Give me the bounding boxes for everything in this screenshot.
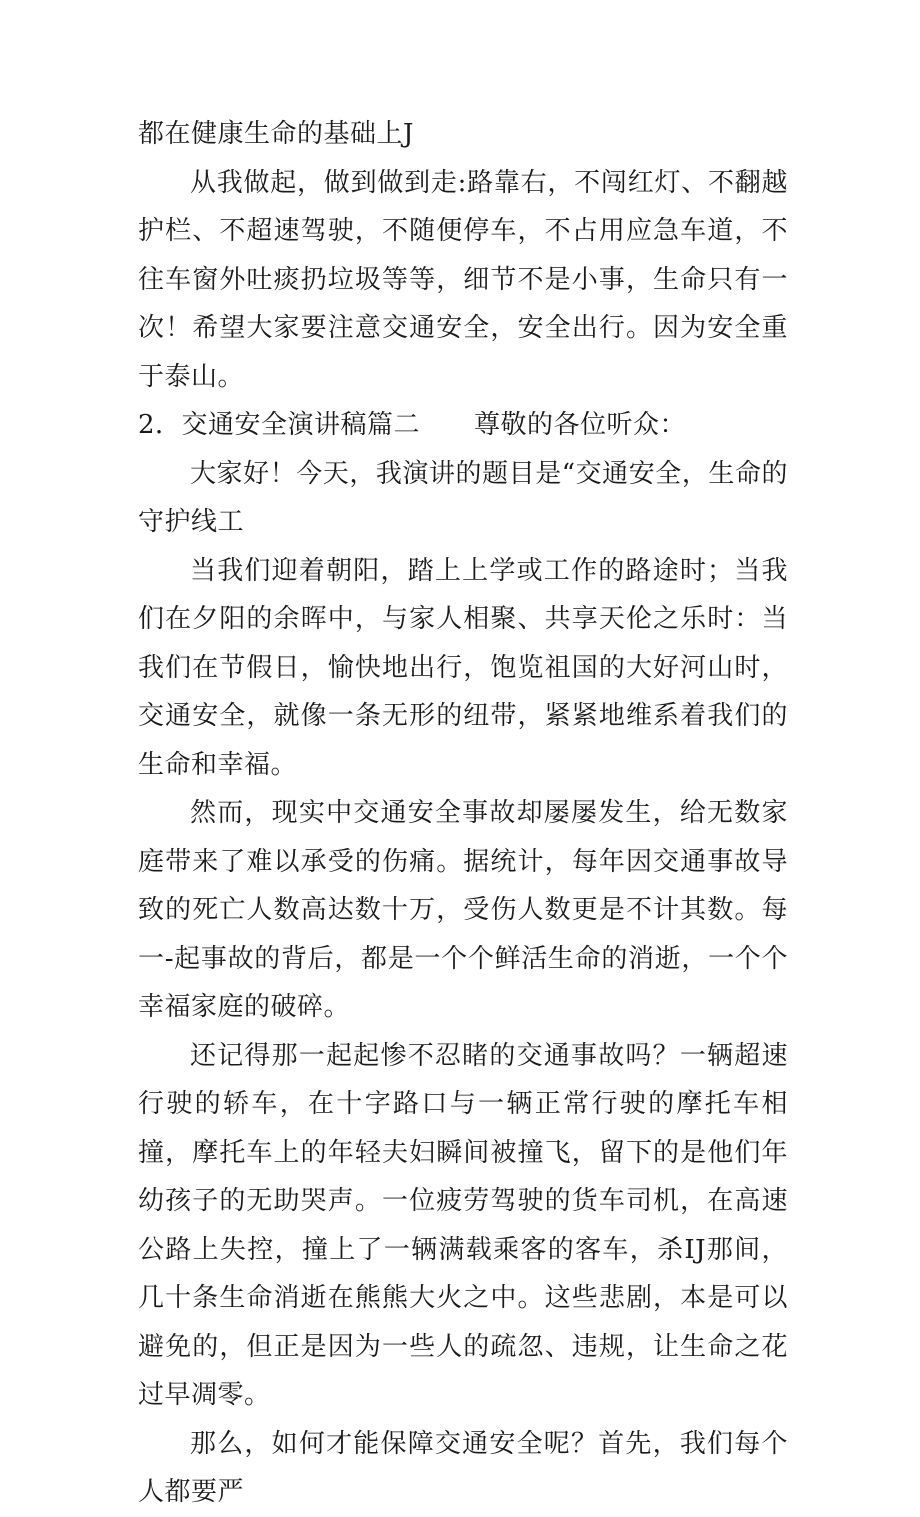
paragraph-safety-actions: 从我做起，做到做到走:路靠右，不闯红灯、不翻越护栏、不超速驾驶，不随便停车，不占用应急车道，不往车窗外吐痰扔垃圾等等，细节不是小事，生命只有一次！希望大家要注意交通安全，安全出行。因为安全重于泰山。	[138, 167, 788, 392]
document-body	[138, 110, 788, 1517]
paragraph-greeting: 大家好！今天，我演讲的题目是“交通安全，生命的守护线工	[138, 458, 788, 537]
paragraph-accidents: 还记得那一起起惨不忍睹的交通事故吗？一辆超速行驶的轿车，在十字路口与一辆正常行驶的摩托车相撞，摩托车上的年轻夫妇瞬间被撞飞，留下的是他们年幼孩子的无助哭声。一位疲劳驾驶的货车司机，在高速公路上失控，撞上了一辆满载乘客的客车，杀IJ那间，几十条生命消逝在熊熊大火之中。这些悲剧，本是可以避免的，但正是因为一些人的疏忽、违规，让生命之花过早凋零。	[138, 1040, 788, 1410]
section-heading	[138, 401, 788, 450]
paragraph-continuation: 都在健康生命的基础上J	[138, 119, 414, 149]
salutation: 尊敬的各位听众：	[474, 410, 687, 440]
paragraph-intro: 当我们迎着朝阳，踏上上学或工作的路途时；当我们在夕阳的余晖中，与家人相聚、共享天伦之乐时：当我们在节假日，愉快地出行，饱览祖国的大好河山时，交通安全，就像一条无形的纽带，紧紧地维系着我们的生命和幸福。	[138, 555, 788, 780]
paragraph-statistics: 然而，现实中交通安全事故却屡屡发生，给无数家庭带来了难以承受的伤痛。据统计，每年因交通事故导致的死亡人数高达数十万，受伤人数更是不计其数。每一-起事故的背后，都是一个个鲜活生命的消逝，一个个幸福家庭的破碎。	[138, 798, 788, 1022]
section-title: 2．交通安全演讲稿篇二	[138, 410, 421, 440]
paragraph-how-to: 那么，如何才能保障交通安全呢？首先，我们每个人都要严	[138, 1428, 788, 1507]
